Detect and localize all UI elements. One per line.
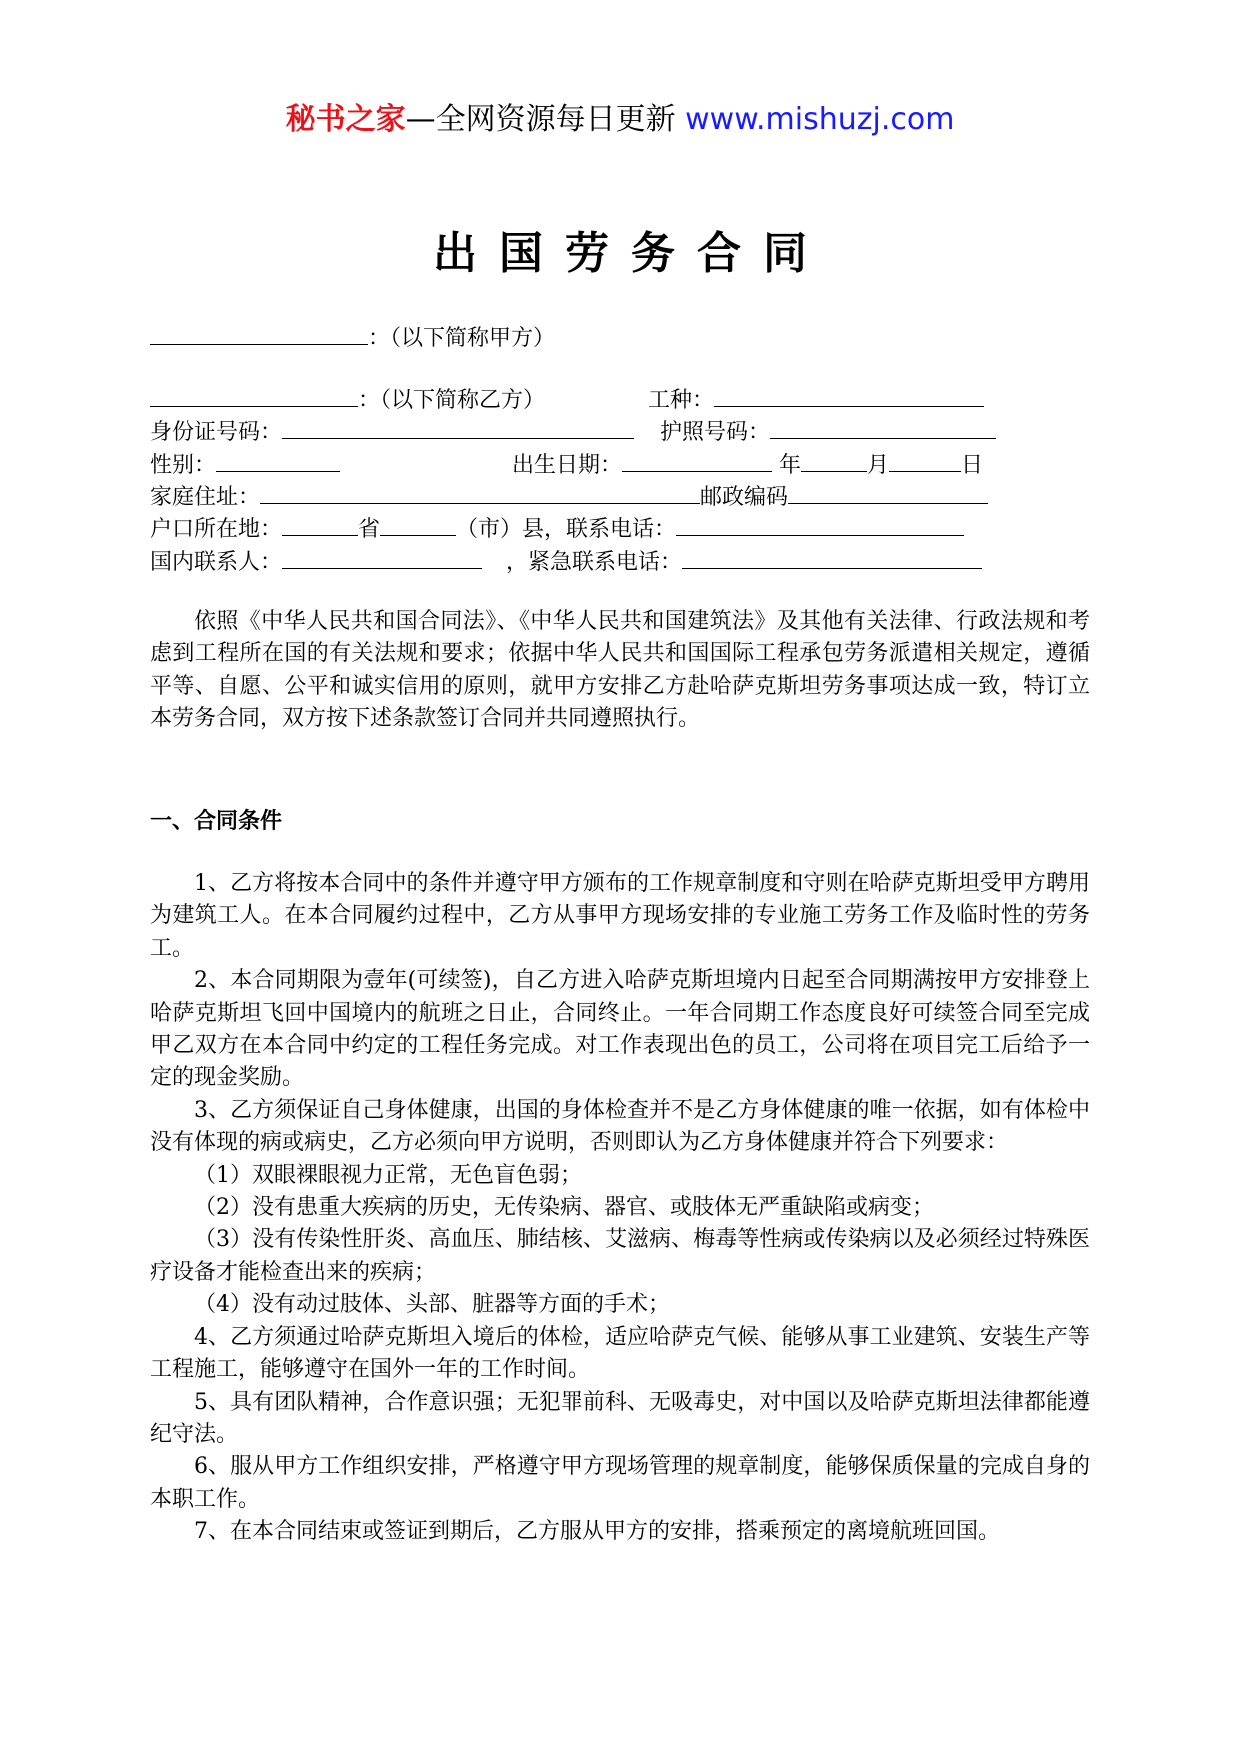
birth-month-blank[interactable] xyxy=(801,447,867,472)
party-b-line xyxy=(150,382,545,417)
month-label: 月 xyxy=(867,453,890,478)
emergency-row xyxy=(506,544,982,579)
gender-row xyxy=(150,447,340,482)
health-req-3: （3）没有传染性肝炎、高血压、肺结核、艾滋病、梅毒等性病或传染病以及必须经过特殊医疗设备才能检查出来的疾病； xyxy=(150,1227,1090,1285)
clause-6: 6、服从甲方工作组织安排，严格遵守甲方现场管理的规章制度，能够保质保量的完成自身的本职工作。 xyxy=(150,1454,1090,1512)
hukou-province-blank[interactable] xyxy=(282,511,358,536)
banner-url-link[interactable]: www.mishuzj.com xyxy=(685,102,955,137)
clause-4: 4、乙方须通过哈萨克斯坦入境后的体检，适应哈萨克气候、能够从事工业建筑、安装生产等工程施工，能够遵守在国外一年的工作时间。 xyxy=(150,1324,1090,1383)
party-a-name-blank[interactable] xyxy=(150,320,368,345)
postcode-label: 邮政编码 xyxy=(700,485,789,510)
birth-day-blank[interactable] xyxy=(889,447,961,472)
passport-label: 护照号码： xyxy=(660,420,771,445)
address-label: 家庭住址： xyxy=(150,485,261,510)
gender-label: 性别： xyxy=(150,453,217,478)
contract-clauses xyxy=(150,868,1090,1549)
gender-blank[interactable] xyxy=(216,447,340,472)
job-type-blank[interactable] xyxy=(714,382,984,407)
clause-1: 1、乙方将按本合同中的条件并遵守甲方颁布的工作规章制度和守则在哈萨克斯坦受甲方聘用为建筑工人。在本合同履约过程中，乙方从事甲方现场安排的专业施工劳务工作及临时性的劳务工。 xyxy=(150,871,1090,961)
emergency-label: ，紧急联系电话： xyxy=(506,550,683,575)
address-blank[interactable] xyxy=(260,479,700,504)
section-heading: 一、合同条件 xyxy=(150,809,283,834)
day-label: 日 xyxy=(961,453,984,478)
health-req-4: （4）没有动过肢体、头部、脏器等方面的手术； xyxy=(194,1292,670,1318)
banner-slogan: —全网资源每日更新 xyxy=(405,102,676,137)
birth-year-blank[interactable] xyxy=(622,447,772,472)
contact-row xyxy=(150,544,482,579)
site-banner xyxy=(0,100,1240,140)
id-row xyxy=(150,414,634,449)
clause-3: 3、乙方须保证自己身体健康，出国的身体检查并不是乙方身体健康的唯一依据，如有体检中没有体现的病或病史，乙方必须向甲方说明，否则即认为乙方身体健康并符合下列要求： xyxy=(150,1097,1090,1156)
job-type-label: 工种： xyxy=(648,388,715,413)
clause-2: 2、本合同期限为壹年(可续签)，自乙方进入哈萨克斯坦境内日起至合同期满按甲方安排登上哈萨克斯坦飞回中国境内的航班之日止，合同终止。一年合同期工作态度良好可续签合同至完成甲乙双方在本合同中约定的工程任务完成。对工作表现出色的员工，公司将在项目完工后给予一定的现金奖励。 xyxy=(150,968,1090,1091)
postcode-blank[interactable] xyxy=(788,479,988,504)
hukou-city-blank[interactable] xyxy=(380,511,456,536)
page-title: 出国劳务合同 xyxy=(433,228,829,279)
intro-paragraph: 依照《中华人民共和国合同法》、《中华人民共和国建筑法》及其他有关法律、行政法规和考虑到工程所在国的有关法规和要求；依据中华人民共和国国际工程承包劳务派遣相关规定，遵循平等、自愿、公平和诚实信用的原则，就甲方安排乙方赴哈萨克斯坦劳务事项达成一致，特订立本劳务合同，双方按下述条款签订合同并共同遵照执行。 xyxy=(150,609,1090,732)
health-req-1: （1）双眼裸眼视力正常，无色盲色弱； xyxy=(194,1162,582,1188)
year-label: 年 xyxy=(779,453,802,478)
passport-number-blank[interactable] xyxy=(770,414,996,439)
id-number-blank[interactable] xyxy=(282,414,634,439)
hukou-label: 户口所在地： xyxy=(150,517,283,542)
domestic-contact-blank[interactable] xyxy=(282,544,482,569)
party-a-line xyxy=(150,320,555,355)
party-b-name-blank[interactable] xyxy=(150,382,358,407)
address-row xyxy=(150,479,988,514)
province-label: 省 xyxy=(358,517,381,542)
party-a-suffix: ：（以下简称甲方） xyxy=(368,326,556,351)
birth-label: 出生日期： xyxy=(512,453,623,478)
city-county-label: （市）县，联系电话： xyxy=(456,517,677,542)
job-type-row xyxy=(648,382,984,417)
emergency-phone-blank[interactable] xyxy=(682,544,982,569)
birth-row xyxy=(512,447,983,482)
hukou-row xyxy=(150,511,964,546)
domestic-contact-label: 国内联系人： xyxy=(150,550,283,575)
intro-section xyxy=(150,606,1090,736)
clause-7: 7、在本合同结束或签证到期后，乙方服从甲方的安排，搭乘预定的离境航班回国。 xyxy=(194,1519,1000,1545)
phone-blank[interactable] xyxy=(676,511,964,536)
health-req-2: （2）没有患重大疾病的历史，无传染病、器官、或肢体无严重缺陷或病变； xyxy=(194,1195,934,1221)
passport-row xyxy=(660,414,996,449)
banner-brand: 秘书之家 xyxy=(285,102,406,137)
id-label: 身份证号码： xyxy=(150,420,283,445)
clause-5: 5、具有团队精神，合作意识强；无犯罪前科、无吸毒史，对中国以及哈萨克斯坦法律都能遵纪守法。 xyxy=(150,1389,1090,1447)
party-b-suffix: ：（以下简称乙方） xyxy=(358,388,546,413)
